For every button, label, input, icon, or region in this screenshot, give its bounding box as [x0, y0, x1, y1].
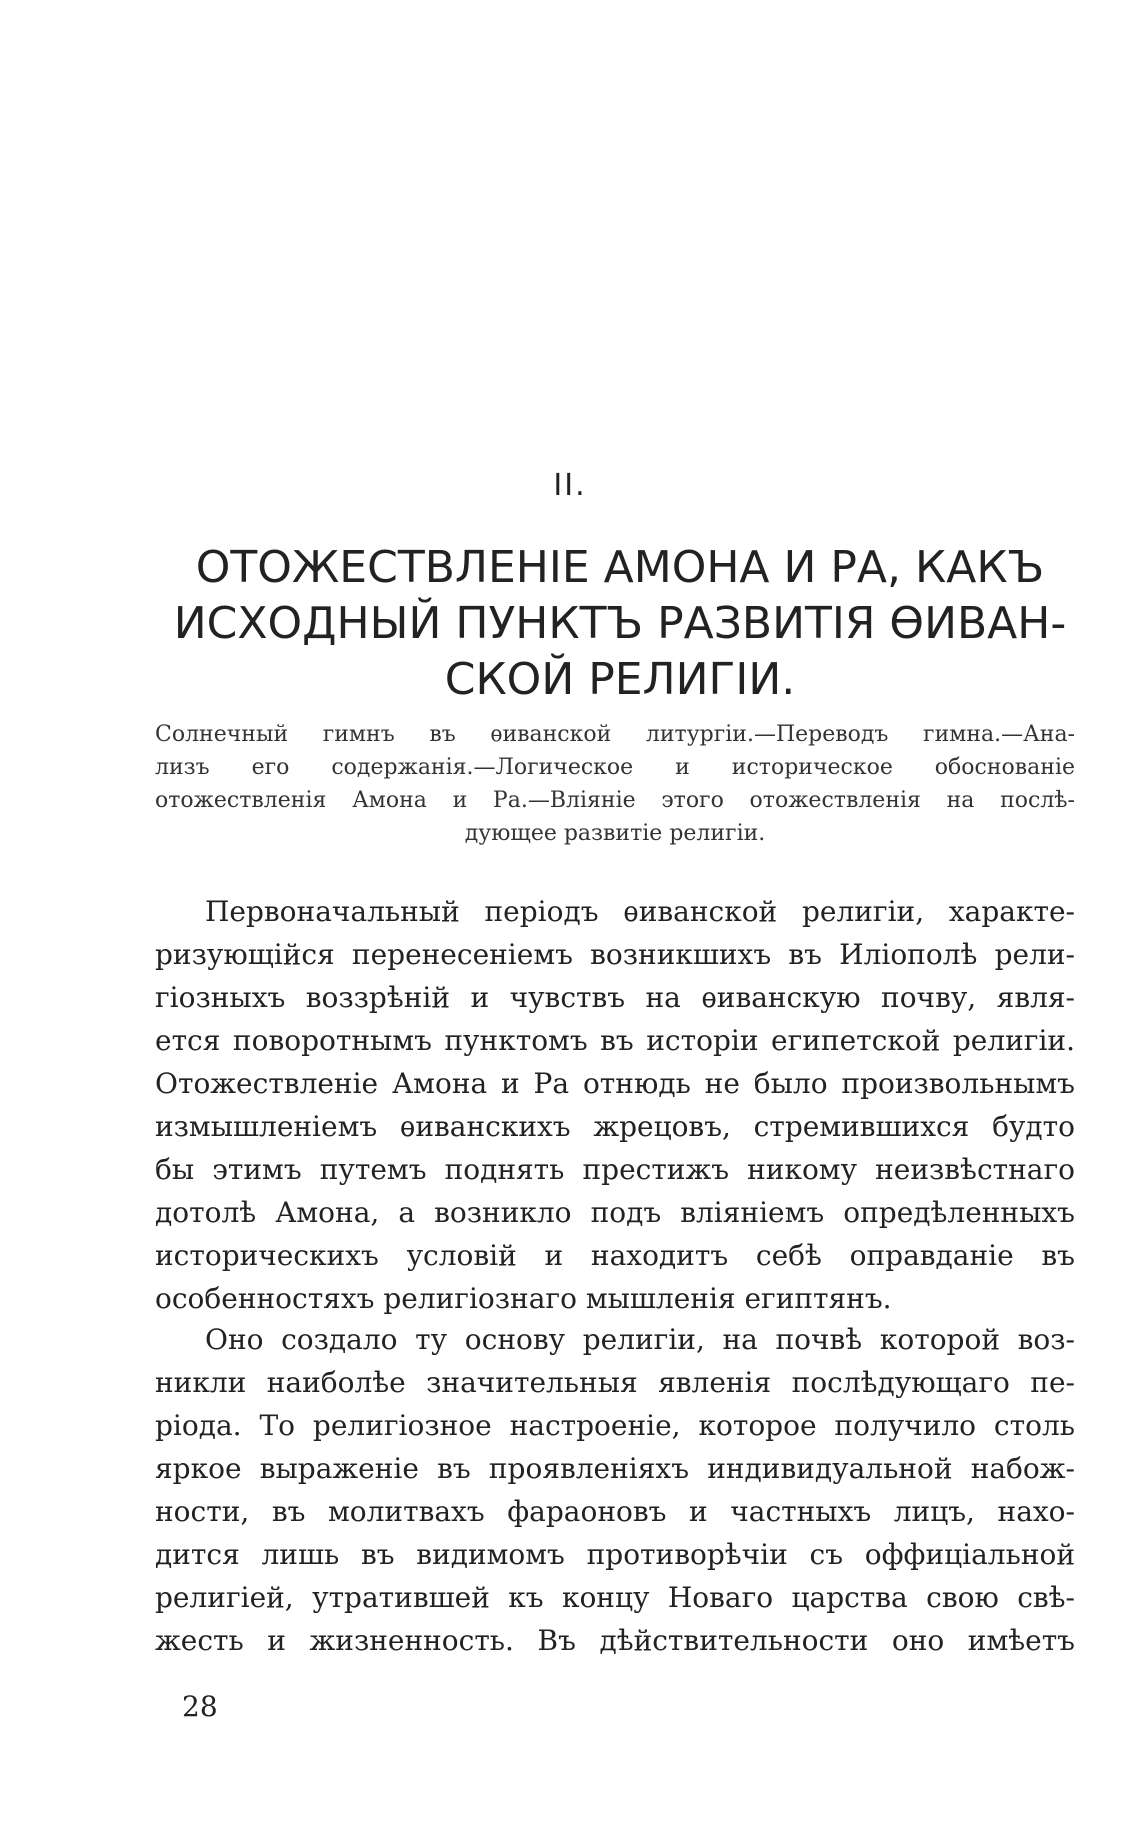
- synopsis-line: лизъ его содержанія.—Логическое и историческое обоснованіе: [155, 755, 1075, 780]
- paragraph-1: [155, 890, 1075, 1320]
- chapter-number: II.: [553, 468, 587, 503]
- text-line: жесть и жизненность. Въ дѣйствительности оно имѣетъ: [155, 1624, 1075, 1657]
- text-line: яркое выраженіе въ проявленіяхъ индивидуальной набож-: [155, 1452, 1075, 1485]
- text-line: религіей, утратившей къ концу Новаго царства свою свѣ-: [155, 1581, 1075, 1614]
- text-line: ріода. То религіозное настроеніе, которое получило столь: [155, 1409, 1075, 1442]
- text-line: бы этимъ путемъ поднять престижъ никому неизвѣстнаго: [155, 1153, 1075, 1186]
- chapter-synopsis: [155, 718, 1075, 850]
- text-line: дотолѣ Амона, а возникло подъ вліяніемъ опредѣленныхъ: [155, 1196, 1075, 1229]
- text-line: гіозныхъ воззрѣній и чувствъ на ѳиванскую почву, явля-: [155, 981, 1075, 1014]
- synopsis-line: Солнечный гимнъ въ ѳиванской литургіи.—Переводъ гимна.—Ана-: [155, 722, 1075, 747]
- text-line: ности, въ молитвахъ фараоновъ и частныхъ лицъ, нахо-: [155, 1495, 1075, 1528]
- text-line: Оно создало ту основу религіи, на почвѣ которой воз-: [205, 1323, 1075, 1356]
- text-line: историческихъ условій и находитъ себѣ оправданіе въ: [155, 1239, 1075, 1272]
- text-line: дится лишь въ видимомъ противорѣчіи съ оффиціальной: [155, 1538, 1075, 1571]
- text-line: Отожествленіе Амона и Ра отнюдь не было произвольнымъ: [155, 1067, 1075, 1100]
- synopsis-line: отожествленія Амона и Ра.—Вліяніе этого отожествленія на послѣ-: [155, 788, 1075, 813]
- synopsis-line: дующее развитіе религіи.: [464, 821, 766, 846]
- chapter-title: [170, 540, 1070, 708]
- text-line: ется поворотнымъ пунктомъ въ исторіи египетской религіи.: [155, 1024, 1075, 1057]
- paragraph-2: [155, 1318, 1075, 1662]
- chapter-title-line: СКОЙ РЕЛИГІИ.: [444, 654, 796, 705]
- text-line: Первоначальный періодъ ѳиванской религіи, характе-: [205, 895, 1075, 928]
- text-line: ризующійся перенесеніемъ возникшихъ въ Иліополѣ рели-: [155, 938, 1075, 971]
- page-number: 28: [182, 1690, 218, 1723]
- text-line: особенностяхъ религіознаго мышленія египтянъ.: [155, 1282, 892, 1315]
- chapter-title-line: ОТОЖЕСТВЛЕНІЕ АМОНА И РА, КАКЪ: [195, 542, 1045, 593]
- chapter-title-line: ИСХОДНЫЙ ПУНКТЪ РАЗВИТІЯ ѲИВАН-: [173, 598, 1067, 649]
- text-line: измышленіемъ ѳиванскихъ жрецовъ, стремившихся будто: [155, 1110, 1075, 1143]
- text-line: никли наиболѣе значительныя явленія послѣдующаго пе-: [155, 1366, 1075, 1399]
